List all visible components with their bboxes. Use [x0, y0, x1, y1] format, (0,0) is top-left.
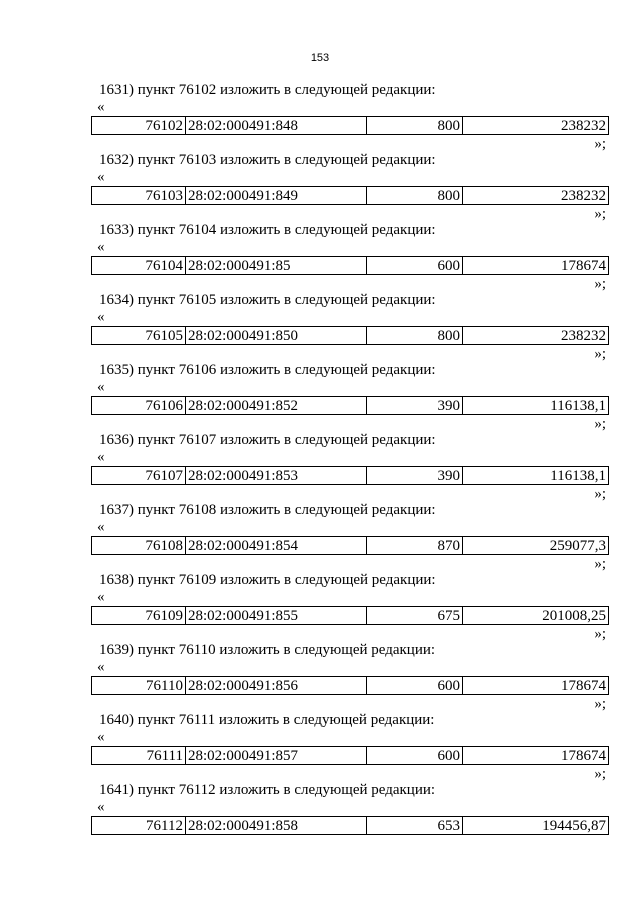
amendment-heading: 1637) пункт 76108 изложить в следующей редакции:	[99, 502, 436, 518]
value-cell: 116138,1	[463, 467, 609, 485]
open-quote: «	[97, 589, 105, 605]
table-row	[91, 466, 609, 485]
area-cell: 390	[367, 397, 463, 415]
cadastral-number-cell: 28:02:000491:858	[186, 817, 367, 835]
open-quote: «	[97, 799, 105, 815]
area-cell: 675	[367, 607, 463, 625]
cadastral-number-cell: 28:02:000491:850	[186, 327, 367, 345]
open-quote: «	[97, 379, 105, 395]
amendment-heading: 1631) пункт 76102 изложить в следующей редакции:	[99, 82, 436, 98]
amendment-item	[0, 290, 640, 360]
value-cell: 238232	[463, 327, 609, 345]
area-cell: 870	[367, 537, 463, 555]
amendment-item	[0, 150, 640, 220]
item-number-cell: 76112	[92, 817, 186, 835]
open-quote: «	[97, 729, 105, 745]
amendment-heading: 1641) пункт 76112 изложить в следующей редакции:	[99, 782, 436, 798]
cadastral-number-cell: 28:02:000491:852	[186, 397, 367, 415]
area-cell: 600	[367, 257, 463, 275]
cadastral-number-cell: 28:02:000491:856	[186, 677, 367, 695]
cadastral-number-cell: 28:02:000491:857	[186, 747, 367, 765]
open-quote: «	[97, 449, 105, 465]
close-quote: »;	[594, 766, 606, 782]
table-row	[91, 326, 609, 345]
close-quote: »;	[594, 206, 606, 222]
close-quote: »;	[594, 486, 606, 502]
item-number-cell: 76108	[92, 537, 186, 555]
amendment-heading: 1635) пункт 76106 изложить в следующей редакции:	[99, 362, 436, 378]
item-number-cell: 76107	[92, 467, 186, 485]
value-cell: 178674	[463, 747, 609, 765]
value-cell: 194456,87	[463, 817, 609, 835]
amendment-heading: 1632) пункт 76103 изложить в следующей редакции:	[99, 152, 436, 168]
amendment-item	[0, 430, 640, 500]
value-cell: 201008,25	[463, 607, 609, 625]
page-number: 153	[310, 52, 330, 64]
value-cell: 238232	[463, 117, 609, 135]
amendment-item	[0, 360, 640, 430]
amendment-heading: 1636) пункт 76107 изложить в следующей редакции:	[99, 432, 436, 448]
amendment-item	[0, 570, 640, 640]
table-row	[91, 536, 609, 555]
table-row	[91, 186, 609, 205]
item-number-cell: 76105	[92, 327, 186, 345]
amendment-heading: 1638) пункт 76109 изложить в следующей редакции:	[99, 572, 436, 588]
amendment-item	[0, 80, 640, 150]
cadastral-number-cell: 28:02:000491:849	[186, 187, 367, 205]
item-number-cell: 76102	[92, 117, 186, 135]
cadastral-number-cell: 28:02:000491:854	[186, 537, 367, 555]
value-cell: 238232	[463, 187, 609, 205]
area-cell: 390	[367, 467, 463, 485]
area-cell: 800	[367, 327, 463, 345]
cadastral-number-cell: 28:02:000491:848	[186, 117, 367, 135]
item-number-cell: 76104	[92, 257, 186, 275]
cadastral-number-cell: 28:02:000491:85	[186, 257, 367, 275]
item-number-cell: 76110	[92, 677, 186, 695]
close-quote: »;	[594, 556, 606, 572]
amendment-item	[0, 780, 640, 850]
value-cell: 259077,3	[463, 537, 609, 555]
open-quote: «	[97, 169, 105, 185]
open-quote: «	[97, 659, 105, 675]
open-quote: «	[97, 519, 105, 535]
table-row	[91, 256, 609, 275]
close-quote: »;	[594, 626, 606, 642]
cadastral-number-cell: 28:02:000491:853	[186, 467, 367, 485]
close-quote: »;	[594, 346, 606, 362]
value-cell: 116138,1	[463, 397, 609, 415]
amendment-heading: 1640) пункт 76111 изложить в следующей редакции:	[99, 712, 435, 728]
table-row	[91, 676, 609, 695]
table-row	[91, 396, 609, 415]
amendment-item	[0, 220, 640, 290]
amendment-heading: 1634) пункт 76105 изложить в следующей редакции:	[99, 292, 436, 308]
open-quote: «	[97, 239, 105, 255]
area-cell: 800	[367, 187, 463, 205]
table-row	[91, 816, 609, 835]
close-quote: »;	[594, 696, 606, 712]
item-number-cell: 76103	[92, 187, 186, 205]
value-cell: 178674	[463, 257, 609, 275]
open-quote: «	[97, 309, 105, 325]
open-quote: «	[97, 99, 105, 115]
table-row	[91, 116, 609, 135]
amendment-item	[0, 710, 640, 780]
area-cell: 800	[367, 117, 463, 135]
item-number-cell: 76106	[92, 397, 186, 415]
amendment-list	[0, 80, 640, 850]
area-cell: 600	[367, 677, 463, 695]
amendment-heading: 1639) пункт 76110 изложить в следующей редакции:	[99, 642, 436, 658]
table-row	[91, 746, 609, 765]
value-cell: 178674	[463, 677, 609, 695]
amendment-item	[0, 500, 640, 570]
close-quote: »;	[594, 136, 606, 152]
item-number-cell: 76109	[92, 607, 186, 625]
amendment-item	[0, 640, 640, 710]
close-quote: »;	[594, 416, 606, 432]
close-quote: »;	[594, 276, 606, 292]
item-number-cell: 76111	[92, 747, 186, 765]
area-cell: 600	[367, 747, 463, 765]
amendment-heading: 1633) пункт 76104 изложить в следующей редакции:	[99, 222, 436, 238]
cadastral-number-cell: 28:02:000491:855	[186, 607, 367, 625]
table-row	[91, 606, 609, 625]
area-cell: 653	[367, 817, 463, 835]
